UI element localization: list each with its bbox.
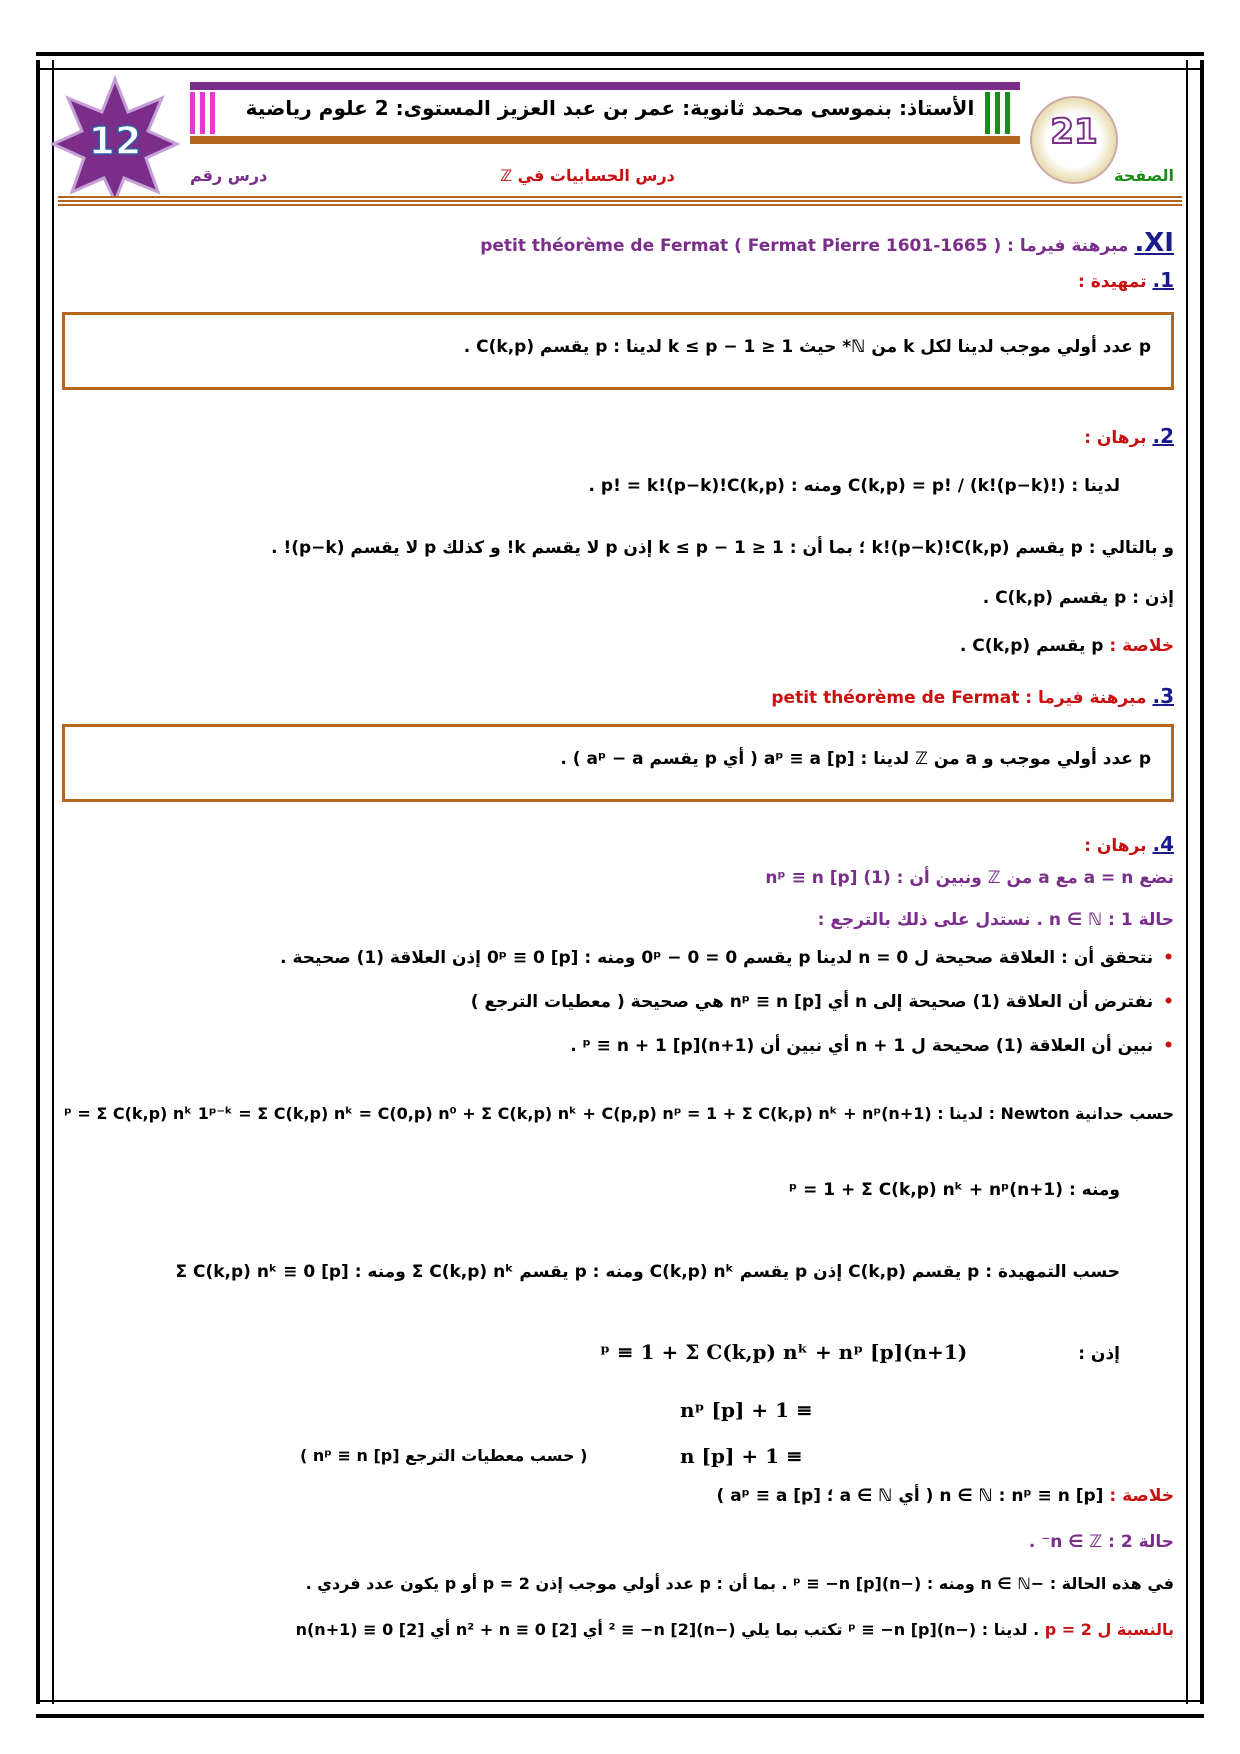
case2-line1: في هذه الحالة : −n ∈ ℕ ومنه : (−n)ᵖ ≡ −n [p] . بما أن : p عدد أولي موجب إذن p = 2 أو p يكون عدد فردي . <box>305 1574 1174 1593</box>
proof1-conclusion-label: خلاصة : <box>1109 636 1174 656</box>
case2-line2 <box>296 1620 1174 1639</box>
page-number: 21 <box>1050 112 1098 152</box>
lemma-box <box>62 312 1174 390</box>
subsection-4-heading <box>1084 832 1174 856</box>
page-frame-bottom <box>36 1700 1204 1718</box>
subsection-2-title: برهان : <box>1084 428 1147 448</box>
proof2-setup: نضع a = n مع a من ℤ ونبين أن : nᵖ ≡ n [p] (1) <box>765 868 1174 888</box>
header-bar-top <box>190 82 1020 90</box>
equation-1: (n+1)ᵖ ≡ 1 + Σ C(k,p) nᵏ + nᵖ [p] <box>600 1340 968 1364</box>
subsection-1-heading <box>1078 268 1174 292</box>
theorem-text: p عدد أولي موجب و a من ℤ لدينا : aᵖ ≡ a [p] ( أي p يقسم aᵖ − a ) . <box>560 749 1151 769</box>
lesson-title: درس الحسابيات في ℤ <box>500 166 675 185</box>
subsection-4-title: برهان : <box>1084 836 1147 856</box>
proof2-case2: حالة 2 : n ∈ ℤ⁻ . <box>1028 1532 1174 1552</box>
case2-line2-label: بالنسبة ل p = 2 <box>1044 1620 1174 1639</box>
equation-2: ≡ 1 + nᵖ [p] <box>680 1398 813 1422</box>
proof2-case1: حالة 1 : n ∈ ℕ . نستدل على ذلك بالترجع : <box>817 910 1174 930</box>
subsection-3-title: مبرهنة فيرما : petit théorème de Fermat <box>771 688 1147 708</box>
induction-step: • نبين أن العلاقة (1) صحيحة ل n + 1 أي نبين أن (n+1)ᵖ ≡ n + 1 [p] . <box>280 1036 1174 1080</box>
header-title: الأستاذ: بنموسى محمد ثانوية: عمر بن عبد العزيز المستوى: 2 علوم رياضية <box>245 96 975 120</box>
theorem-box <box>62 724 1174 802</box>
section-number: XI. <box>1134 228 1174 258</box>
star-badge <box>50 74 180 204</box>
subsection-2-number: 2. <box>1152 424 1174 448</box>
page-frame-left <box>36 60 54 1704</box>
proof1-line1: لدينا : C(k,p) = p! / (k!(p−k)!) ومنه : p! = k!(p−k)!C(k,p) . <box>588 476 1120 496</box>
then-label: إذن : <box>1078 1344 1120 1364</box>
proof1-conclusion <box>960 636 1174 656</box>
equation-3-note: ( حسب معطيات الترجع nᵖ ≡ n [p] ) <box>300 1446 588 1465</box>
subsection-4-number: 4. <box>1152 832 1174 856</box>
proof1-line2: و بالتالي : p يقسم k!(p−k)!C(k,p) ؛ بما أن : 1 ≤ k ≤ p − 1 إذن p لا يقسم k! و كذلك p لا يقسم (p−k)! . <box>271 538 1174 558</box>
page-frame-top <box>36 52 1204 70</box>
proof2-conclusion <box>716 1486 1174 1506</box>
header-stripes-left <box>190 92 220 134</box>
newton-expansion: حسب حدانية Newton : لدينا : (n+1)ᵖ = Σ C(k,p) nᵏ 1ᵖ⁻ᵏ = Σ C(k,p) nᵏ = C(0,p) n⁰ + Σ C(k,p) nᵏ + C(p,p) nᵖ = 1 + Σ C(k,p) nᵏ + nᵖ <box>64 1104 1174 1123</box>
proof2-lemma-use: حسب التمهيدة : p يقسم C(k,p) إذن p يقسم C(k,p) nᵏ ومنه : p يقسم Σ C(k,p) nᵏ ومنه : Σ C(k,p) nᵏ ≡ 0 [p] <box>175 1262 1120 1282</box>
page-label: الصفحة <box>1113 166 1174 185</box>
equation-3: ≡ 1 + n [p] <box>680 1444 803 1468</box>
star-number: 12 <box>88 119 142 163</box>
lemma-text: p عدد أولي موجب لدينا لكل k من ℕ* حيث 1 ≤ k ≤ p − 1 لدينا : p يقسم C(k,p) . <box>463 337 1151 357</box>
proof1-line3: إذن : p يقسم C(k,p) . <box>982 588 1174 608</box>
induction-steps <box>280 948 1174 1080</box>
induction-step: • نتحقق أن : العلاقة صحيحة ل n = 0 لدينا p يقسم 0 = 0 − 0ᵖ ومنه : 0ᵖ ≡ 0 [p] إذن العلاقة (1) صحيحة . <box>280 948 1174 992</box>
proof2-conclusion-text: n ∈ ℕ : nᵖ ≡ n [p] ( أي a ∈ ℕ ؛ aᵖ ≡ a [p] ) <box>716 1486 1104 1506</box>
proof2-thus: ومنه : (n+1)ᵖ = 1 + Σ C(k,p) nᵏ + nᵖ <box>789 1180 1120 1200</box>
page-frame-right <box>1186 60 1204 1704</box>
proof1-conclusion-text: p يقسم C(k,p) . <box>959 636 1104 656</box>
subsection-1-number: 1. <box>1152 268 1174 292</box>
subsection-1-title: تمهيدة : <box>1078 272 1147 292</box>
header-separator <box>58 196 1182 208</box>
subsection-2-heading <box>1084 424 1174 448</box>
header-bar-bottom <box>190 136 1020 144</box>
proof2-conclusion-label: خلاصة : <box>1109 1486 1174 1506</box>
induction-step: • نفترض أن العلاقة (1) صحيحة إلى n أي nᵖ ≡ n [p] هي صحيحة ( معطيات الترجع ) <box>280 992 1174 1036</box>
lesson-number-label: درس رقم <box>190 166 268 185</box>
subsection-3-number: 3. <box>1152 684 1174 708</box>
case2-line2-text: . لدينا : (−n)ᵖ ≡ −n [p] تكتب بما يلي (−n)² ≡ −n [2] أي n² + n ≡ 0 [2] أي n(n+1) ≡ 0 [2] <box>295 1620 1040 1639</box>
subsection-3-heading <box>771 684 1174 708</box>
page-number-badge <box>1030 96 1118 184</box>
section-title: مبرهنة فيرما : petit théorème de Fermat ( Fermat Pierre 1601-1665 ) <box>480 236 1129 256</box>
section-heading <box>480 228 1174 258</box>
